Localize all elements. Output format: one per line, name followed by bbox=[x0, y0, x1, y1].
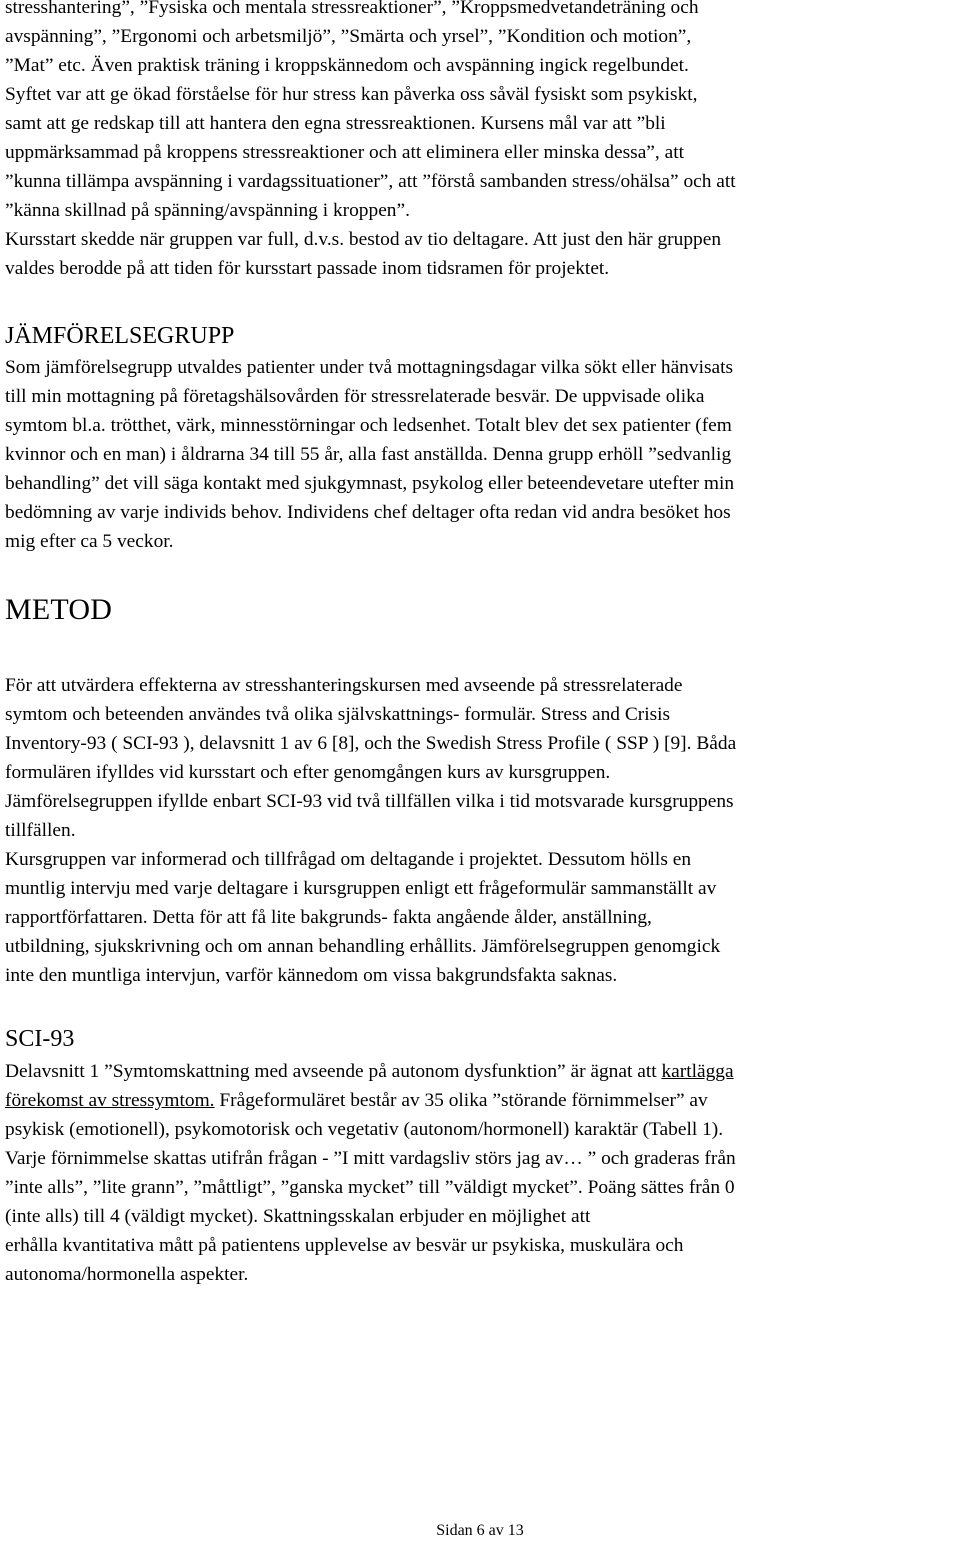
text-line: Inventory-93 ( SCI-93 ), delavsnitt 1 av 6 [8], och the Swedish Stress Profile ( SSP ) [9]. Båda bbox=[5, 733, 737, 754]
intro-paragraph bbox=[5, 0, 736, 283]
text-line: Jämförelsegruppen ifyllde enbart SCI-93 vid två tillfällen vilka i tid motsvarade kursgruppens bbox=[5, 791, 734, 812]
text-line: tillfällen. bbox=[5, 820, 76, 841]
text-line: valdes berodde på att tiden för kursstart passade inom tidsramen för projektet. bbox=[5, 258, 610, 279]
sci93-paragraph bbox=[5, 1057, 736, 1289]
text-line: uppmärksammad på kroppens stressreaktioner och att eliminera eller minska dessa”, att bbox=[5, 142, 684, 163]
underlined-text: förekomst av stressymtom. bbox=[5, 1090, 215, 1111]
metod-paragraph bbox=[5, 671, 736, 990]
text-line: till min mottagning på företagshälsovården för stressrelaterade besvär. De uppvisade olika bbox=[5, 386, 705, 407]
text-line: (inte alls) till 4 (väldigt mycket). Skattningsskalan erbjuder en möjlighet att bbox=[5, 1206, 591, 1227]
section-heading-metod: METOD bbox=[5, 593, 113, 626]
text-line: ”Mat” etc. Även praktisk träning i kroppskännedom och avspänning ingick regelbundet. bbox=[5, 55, 689, 76]
text-line bbox=[5, 1057, 736, 1086]
text-line bbox=[5, 1086, 736, 1115]
text-line: utbildning, sjukskrivning och om annan behandling erhållits. Jämförelsegruppen genomgick bbox=[5, 936, 721, 957]
page-number-footer: Sidan 6 av 13 bbox=[436, 1522, 524, 1539]
text-line: samt att ge redskap till att hantera den egna stressreaktionen. Kursens mål var att ”bli bbox=[5, 113, 666, 134]
jamforelsegrupp-paragraph bbox=[5, 353, 734, 556]
text-line: För att utvärdera effekterna av stresshanteringskursen med avseende på stressrelaterade bbox=[5, 675, 683, 696]
text-line: Kursstart skedde när gruppen var full, d.v.s. bestod av tio deltagare. Att just den här gruppen bbox=[5, 229, 722, 250]
text-line: Syftet var att ge ökad förståelse för hur stress kan påverka oss såväl fysiskt som psykiskt, bbox=[5, 84, 698, 105]
text-line: formulären ifylldes vid kursstart och efter genomgången kurs av kursgruppen. bbox=[5, 762, 611, 783]
text-line: symtom bl.a. trötthet, värk, minnesstörningar och ledsenhet. Totalt blev det sex patienter (fem bbox=[5, 415, 732, 436]
text-line: stresshantering”, ”Fysiska och mentala stressreaktioner”, ”Kroppsmedvetandeträning och bbox=[5, 0, 699, 18]
text-line: symtom och beteenden användes två olika självskattnings- formulär. Stress and Crisis bbox=[5, 704, 671, 725]
text-line: Som jämförelsegrupp utvaldes patienter under två mottagningsdagar vilka sökt eller hänvisats bbox=[5, 357, 734, 378]
text-line: kvinnor och en man) i åldrarna 34 till 55 år, alla fast anställda. Denna grupp erhöll ”sedvanlig bbox=[5, 444, 732, 465]
section-heading-jamforelsegrupp: JÄMFÖRELSEGRUPP bbox=[5, 323, 235, 349]
text-line: Varje förnimmelse skattas utifrån frågan - ”I mitt vardagsliv störs jag av… ” och graderas från bbox=[5, 1148, 736, 1169]
section-heading-sci93: SCI-93 bbox=[5, 1026, 75, 1052]
text-line: ”inte alls”, ”lite grann”, ”måttligt”, ”ganska mycket” till ”väldigt mycket”. Poäng sättes från 0 bbox=[5, 1177, 735, 1198]
text-line: avspänning”, ”Ergonomi och arbetsmiljö”, ”Smärta och yrsel”, ”Kondition och motion”, bbox=[5, 26, 692, 47]
text-segment: Frågeformuläret består av 35 olika ”störande förnimmelser” av bbox=[214, 1090, 708, 1111]
text-line: Kursgruppen var informerad och tillfrågad om deltagande i projektet. Dessutom hölls en bbox=[5, 849, 692, 870]
text-line: autonoma/hormonella aspekter. bbox=[5, 1264, 249, 1285]
text-line: rapportförfattaren. Detta för att få lite bakgrunds- fakta angående ålder, anställning, bbox=[5, 907, 652, 928]
text-line: behandling” det vill säga kontakt med sjukgymnast, psykolog eller beteendevetare utefter min bbox=[5, 473, 735, 494]
text-line: mig efter ca 5 veckor. bbox=[5, 531, 174, 552]
text-line: erhålla kvantitativa mått på patientens upplevelse av besvär ur psykiska, muskulära och bbox=[5, 1235, 684, 1256]
text-line: inte den muntliga intervjun, varför kännedom om vissa bakgrundsfakta saknas. bbox=[5, 965, 618, 986]
text-line: ”kunna tillämpa avspänning i vardagssituationer”, att ”förstå sambanden stress/ohälsa” och att bbox=[5, 171, 736, 192]
text-line: muntlig intervju med varje deltagare i kursgruppen enligt ett frågeformulär sammanställt av bbox=[5, 878, 717, 899]
text-line: psykisk (emotionell), psykomotorisk och vegetativ (autonom/hormonell) karaktär (Tabell 1). bbox=[5, 1119, 724, 1140]
text-segment: Delavsnitt 1 ”Symtomskattning med avseende på autonom dysfunktion” är ägnat att bbox=[5, 1061, 662, 1082]
underlined-text: kartlägga bbox=[661, 1061, 734, 1082]
text-line: ”känna skillnad på spänning/avspänning i kroppen”. bbox=[5, 200, 410, 221]
text-line: bedömning av varje individs behov. Individens chef deltager ofta redan vid andra besöket hos bbox=[5, 502, 731, 523]
